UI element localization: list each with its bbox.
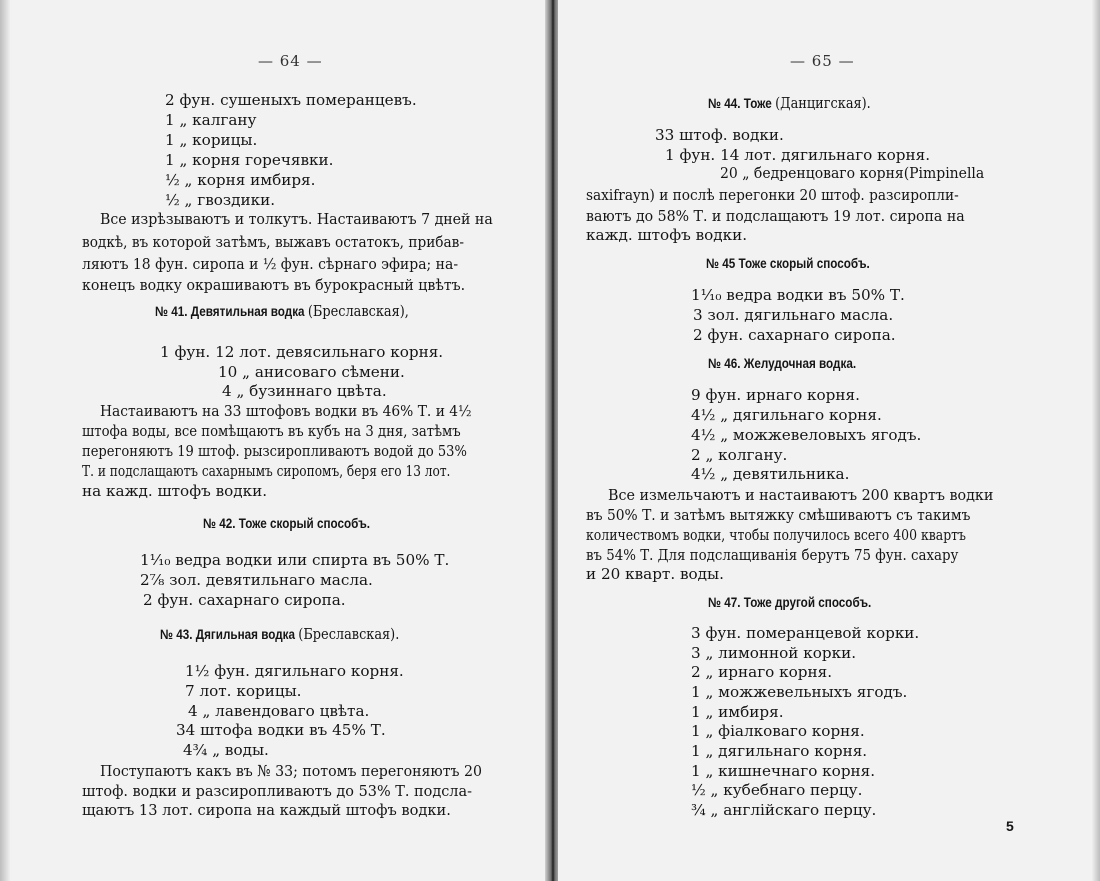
text-line: 10 „ анисоваго сѣмени. [218,363,405,381]
text-line: 2 фун. сушеныхъ померанцевъ. [165,91,417,109]
recipe-title-end: . [866,256,870,271]
text-line: Т. и подслащаютъ сахарнымъ сиропомъ, беря его 13 лот. [82,462,451,480]
recipe-heading-42 [203,514,370,534]
text-line: ½ „ корня имбиря. [165,171,316,189]
text-line: 1¹⁄₁₀ ведра водки или спирта въ 50% Т. [140,551,450,569]
recipe-number: № 47. [708,595,741,610]
text-line: Все измельчаютъ и настаиваютъ 200 квартъ водки [608,486,994,504]
text-line: 34 штофа водки въ 45% Т. [176,721,386,739]
text-line: и 20 кварт. воды. [586,565,724,583]
text-line: saxifrayn) и послѣ перегонки 20 штоф. разсиропли- [586,186,959,204]
text-line: ¾ „ англійскаго перцу. [691,801,877,819]
recipe-title: Желудочная водка [743,356,853,371]
recipe-number: № 41. [155,304,188,319]
text-line: ½ „ кубебнаго перцу. [691,781,863,799]
text-line: 1 „ корня горечявки. [165,151,334,169]
recipe-heading-41 [155,301,409,322]
text-line: 4½ „ девятильника. [691,465,850,483]
left-page [0,0,548,881]
page-number: — 64 — [258,52,323,70]
text-line: ляютъ 18 фун. сиропа и ½ фун. сѣрнаго эфира; на- [82,255,459,273]
right-page [558,0,1100,881]
text-line: 2⁷⁄₈ зол. девятильнаго масла. [140,571,373,589]
text-line: 1 фун. 14 лот. дягильнаго корня. [665,146,931,164]
text-line: штофа воды, все помѣщаютъ въ кубъ на 3 дня, затѣмъ [82,422,461,440]
text-line: щаютъ 13 лот. сиропа на каждый штофъ водки. [82,801,451,819]
text-line: 4½ „ дягильнаго корня. [691,406,882,424]
text-line: 33 штоф. водки. [655,126,784,144]
text-line: кажд. штофъ водки. [586,226,748,244]
signature-mark: 5 [1006,818,1014,834]
text-line: 2 фун. сахарнаго сиропа. [143,591,346,609]
recipe-number: № 46. [708,356,741,371]
recipe-number: № 43. [160,627,193,642]
text-line: 2 „ ирнаго корня. [691,663,833,681]
recipe-title: Девятильная водка [190,304,305,319]
recipe-title: Тоже [743,96,772,111]
recipe-title-end: . [868,595,872,610]
text-line: перегоняютъ 19 штоф. рызсиропливаютъ водой до 53% [82,442,467,460]
text-line: 1¹⁄₁₀ ведра водки въ 50% Т. [691,286,905,304]
text-line: 3 фун. померанцевой корки. [691,624,920,642]
page-edge [0,0,10,881]
recipe-heading-46 [708,354,856,374]
text-line: 1 „ имбиря. [691,703,784,721]
text-line: 1 „ кишнечнаго корня. [691,762,876,780]
text-line: 2 „ колгану. [691,446,788,464]
text-line: 3 зол. дягильнаго масла. [693,306,894,324]
recipe-heading-43 [160,624,399,645]
recipe-origin: (Бреславская), [307,302,409,320]
text-line: количествомъ водки, чтобы получилось всего 400 квартъ [586,526,966,544]
text-line: 1 „ можжевельныхъ ягодъ. [691,683,908,701]
recipe-heading-47 [708,593,871,613]
recipe-number: № 42. [203,516,236,531]
text-line: водкѣ, въ которой затѣмъ, выжавъ остатокъ, прибав- [82,233,464,251]
recipe-title: Тоже скорый способъ [238,516,367,531]
recipe-title-end: . [852,356,857,371]
text-line: 1 „ фіалковаго корня. [691,722,865,740]
text-line: 9 фун. ирнаго корня. [691,386,860,404]
text-line: ½ „ гвоздики. [165,191,276,209]
text-line: конецъ водку окрашиваютъ въ бурокрасный цвѣтъ. [82,276,466,294]
recipe-title: Дягильная водка [195,627,296,642]
text-line: 4½ „ можжевеловыхъ ягодъ. [691,426,922,444]
recipe-title: Тоже другой способъ [743,595,869,610]
page-edge [1092,0,1100,881]
text-line: 1 фун. 12 лот. девясильнаго корня. [160,343,444,361]
recipe-heading-44 [708,93,871,114]
recipe-number: № 44. [708,96,741,111]
text-line: ваютъ до 58% Т. и подслащаютъ 19 лот. сиропа на [586,207,965,225]
text-line: 1 „ дягильнаго корня. [691,742,868,760]
text-line: Поступаютъ какъ въ № 33; потомъ перегоняютъ 20 [100,762,482,780]
text-line: 7 лот. корицы. [185,682,302,700]
text-line: 1½ фун. дягильнаго корня. [185,662,404,680]
text-line: 4 „ бузиннаго цвѣта. [222,382,387,400]
page-number: — 65 — [790,52,855,70]
text-line: штоф. водки и разсиропливаютъ до 53% Т. подсла- [82,782,472,800]
text-line: 3 „ лимонной корки. [691,644,857,662]
recipe-origin: (Данцигская). [775,94,871,112]
text-line: 20 „ бедренцоваго корня(Pimpinella [720,164,985,182]
recipe-title-end: . [366,516,371,531]
text-line: 4 „ лавендоваго цвѣта. [188,702,370,720]
text-line: Все изрѣзываютъ и толкутъ. Настаиваютъ 7 дней на [100,210,493,228]
text-line: въ 54% Т. Для подслащиванія берутъ 75 фун. сахару [586,546,959,564]
text-line: въ 50% Т. и затѣмъ вытяжку смѣшиваютъ съ такимъ [586,506,971,524]
recipe-number: № 45 [706,256,736,271]
text-line: на кажд. штофъ водки. [82,482,268,500]
text-line: 4¾ „ воды. [183,741,269,759]
text-line: 1 „ корицы. [165,131,258,149]
recipe-title: Тоже скорый способъ [738,256,867,271]
recipe-heading-45 [706,254,870,274]
text-line: Настаиваютъ на 33 штофовъ водки въ 46% Т. и 4½ [100,402,472,420]
text-line: 2 фун. сахарнаго сиропа. [693,326,896,344]
recipe-origin: (Бреславская). [298,625,400,643]
text-line: 1 „ калгану [165,111,257,129]
